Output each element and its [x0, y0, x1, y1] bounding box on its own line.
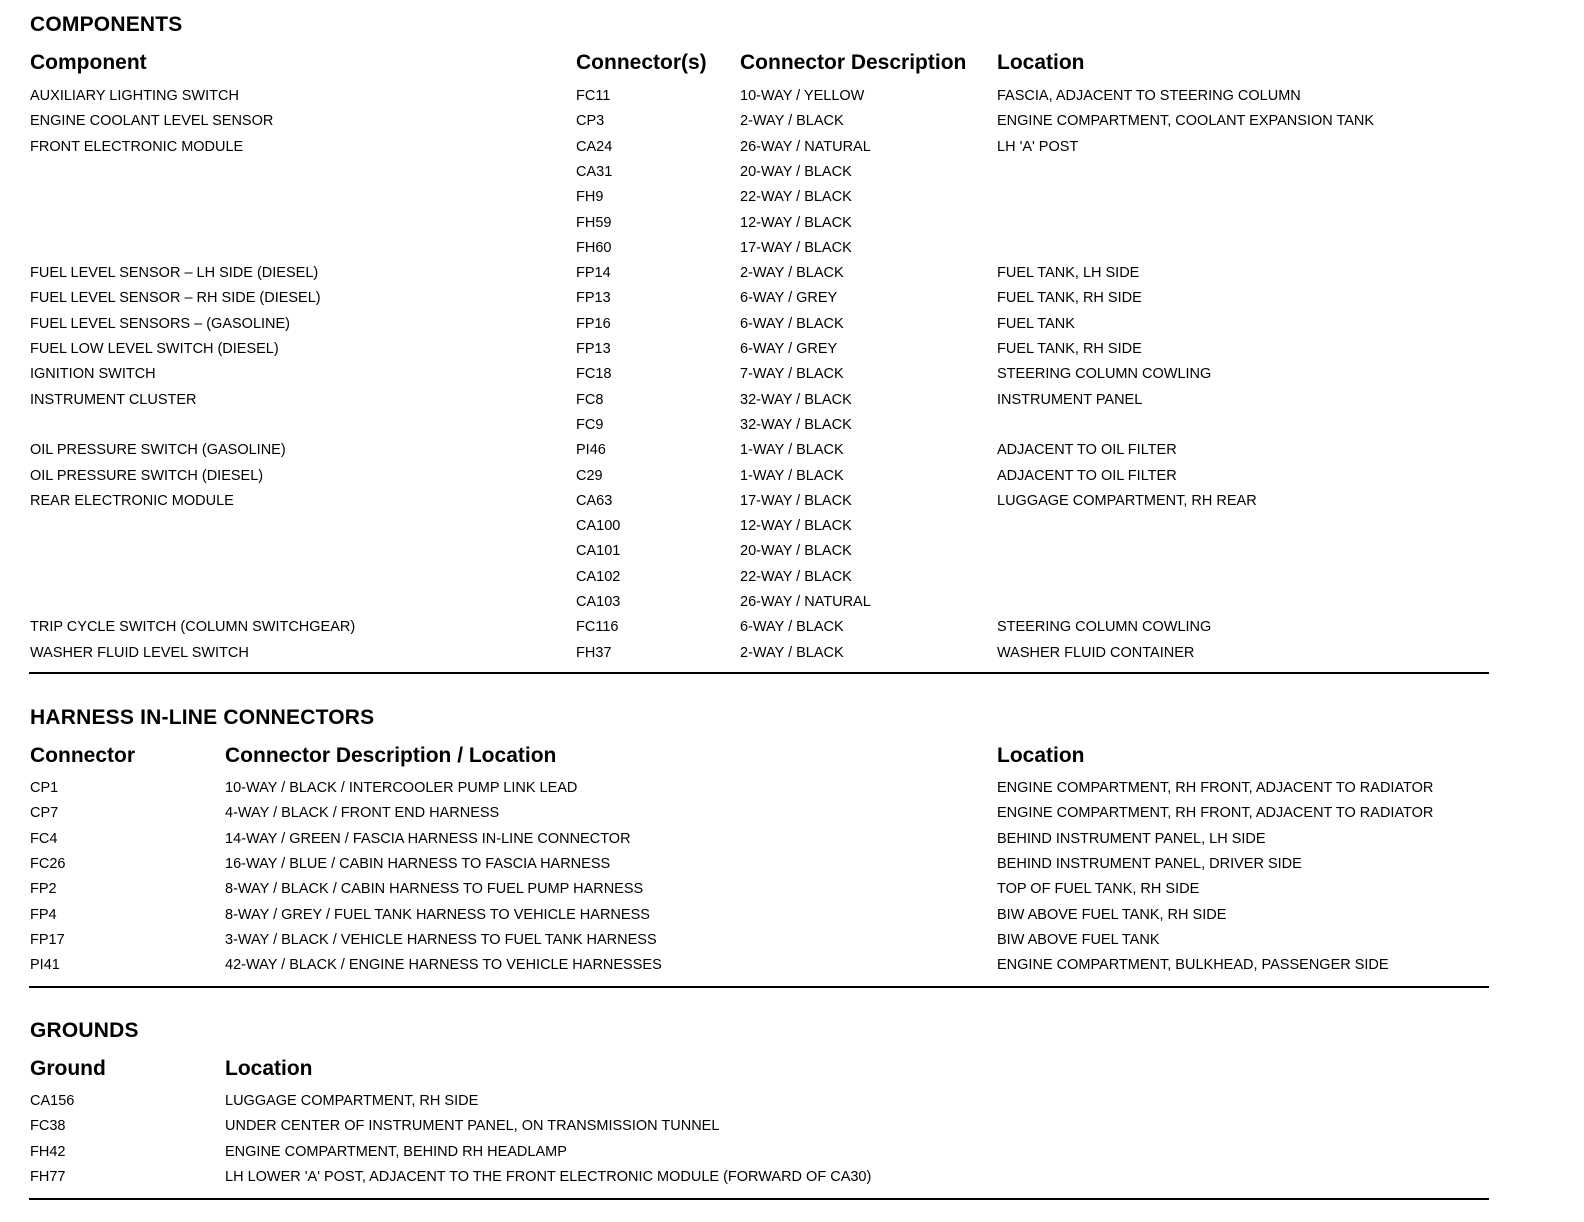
cell-description: 10-WAY / YELLOW — [740, 88, 865, 104]
cell-connector: CA101 — [576, 543, 621, 560]
cell-description: 2-WAY / BLACK — [740, 113, 844, 130]
table-row — [0, 113, 1584, 138]
cell-description: 1-WAY / BLACK — [740, 467, 844, 484]
table-row — [0, 493, 1584, 518]
header-ground: Ground — [30, 1057, 106, 1080]
table-row — [0, 645, 1584, 670]
cell-connector: FC116 — [576, 619, 619, 636]
cell-connector: FP13 — [576, 341, 611, 357]
table-row — [0, 932, 1584, 957]
cell-description: 8-WAY / BLACK / CABIN HARNESS TO FUEL PUMP HARNESS — [225, 881, 644, 898]
header-harness-location: Location — [997, 744, 1085, 767]
table-row — [0, 417, 1584, 442]
table-row — [0, 366, 1584, 391]
cell-location: BIW ABOVE FUEL TANK — [997, 931, 1160, 948]
components-title: COMPONENTS — [30, 13, 183, 36]
cell-connector: FP13 — [576, 290, 611, 307]
cell-connector: FP17 — [30, 931, 65, 948]
cell-location: LUGGAGE COMPARTMENT, RH SIDE — [225, 1093, 479, 1109]
cell-ground: FC38 — [30, 1118, 66, 1135]
cell-connector: FC11 — [576, 88, 611, 104]
table-row — [0, 780, 1584, 805]
table-row — [0, 594, 1584, 619]
cell-connector: FH59 — [576, 214, 612, 231]
cell-location: ENGINE COMPARTMENT, RH FRONT, ADJACENT TO RADIATOR — [997, 805, 1434, 822]
table-row — [0, 139, 1584, 164]
cell-description: 6-WAY / GREY — [740, 290, 838, 307]
cell-component: INSTRUMENT CLUSTER — [30, 391, 197, 408]
cell-description: 26-WAY / NATURAL — [740, 138, 871, 155]
cell-description: 22-WAY / BLACK — [740, 568, 852, 585]
table-row — [0, 316, 1584, 341]
cell-description: 1-WAY / BLACK — [740, 442, 844, 459]
cell-location: FUEL TANK, RH SIDE — [997, 341, 1142, 357]
cell-description: 12-WAY / BLACK — [740, 214, 852, 231]
cell-location: ADJACENT TO OIL FILTER — [997, 467, 1177, 484]
table-row — [0, 265, 1584, 290]
cell-connector: PI46 — [576, 442, 606, 459]
cell-connector: CP7 — [30, 805, 59, 822]
cell-connector: FH9 — [576, 189, 604, 206]
cell-connector: FC8 — [576, 391, 604, 408]
cell-component: FUEL LEVEL SENSORS – (GASOLINE) — [30, 315, 291, 332]
cell-connector: FP2 — [30, 881, 57, 898]
cell-connector: FC9 — [576, 416, 604, 433]
cell-description: 17-WAY / BLACK — [740, 239, 852, 256]
cell-description: 6-WAY / BLACK — [740, 315, 844, 332]
cell-connector: FP14 — [576, 265, 611, 282]
cell-location: ADJACENT TO OIL FILTER — [997, 442, 1177, 459]
table-row — [0, 1118, 1584, 1143]
cell-ground: FH42 — [30, 1143, 66, 1160]
cell-location: ENGINE COMPARTMENT, BEHIND RH HEADLAMP — [225, 1143, 567, 1160]
cell-location: UNDER CENTER OF INSTRUMENT PANEL, ON TRANSMISSION TUNNEL — [225, 1118, 720, 1135]
header-component: Component — [30, 51, 147, 74]
cell-component: OIL PRESSURE SWITCH (GASOLINE) — [30, 442, 286, 459]
cell-description: 12-WAY / BLACK — [740, 518, 852, 535]
table-row — [0, 341, 1584, 366]
table-row — [0, 619, 1584, 644]
cell-location: ENGINE COMPARTMENT, RH FRONT, ADJACENT TO RADIATOR — [997, 780, 1434, 796]
table-row — [0, 569, 1584, 594]
table-row — [0, 518, 1584, 543]
header-description-location: Connector Description / Location — [225, 744, 557, 767]
cell-location: WASHER FLUID CONTAINER — [997, 644, 1195, 661]
cell-description: 2-WAY / BLACK — [740, 644, 844, 661]
cell-connector: CA63 — [576, 492, 613, 509]
cell-connector: FP4 — [30, 906, 57, 923]
table-row — [0, 215, 1584, 240]
table-row — [0, 957, 1584, 982]
table-row — [0, 1144, 1584, 1169]
cell-location: BEHIND INSTRUMENT PANEL, LH SIDE — [997, 830, 1266, 847]
cell-connector: C29 — [576, 467, 603, 484]
cell-connector: FC26 — [30, 855, 66, 872]
table-row — [0, 805, 1584, 830]
cell-description: 4-WAY / BLACK / FRONT END HARNESS — [225, 805, 500, 822]
cell-component: AUXILIARY LIGHTING SWITCH — [30, 88, 239, 104]
cell-ground: CA156 — [30, 1093, 75, 1109]
cell-connector: CP3 — [576, 113, 605, 130]
table-row — [0, 88, 1584, 113]
header-connector: Connector — [30, 744, 135, 767]
cell-description: 32-WAY / BLACK — [740, 416, 852, 433]
table-row — [0, 442, 1584, 467]
table-row — [0, 240, 1584, 265]
cell-component: TRIP CYCLE SWITCH (COLUMN SWITCHGEAR) — [30, 619, 356, 636]
cell-location: LUGGAGE COMPARTMENT, RH REAR — [997, 492, 1257, 509]
cell-component: WASHER FLUID LEVEL SWITCH — [30, 644, 249, 661]
section-divider — [29, 672, 1489, 674]
cell-location: BIW ABOVE FUEL TANK, RH SIDE — [997, 906, 1227, 923]
cell-connector: CP1 — [30, 780, 59, 796]
header-location: Location — [997, 51, 1085, 74]
section-divider — [29, 986, 1489, 988]
cell-location: FASCIA, ADJACENT TO STEERING COLUMN — [997, 88, 1301, 104]
cell-description: 22-WAY / BLACK — [740, 189, 852, 206]
cell-connector: CA31 — [576, 163, 613, 180]
cell-location: ENGINE COMPARTMENT, COOLANT EXPANSION TANK — [997, 113, 1375, 130]
cell-connector: CA24 — [576, 138, 613, 155]
table-row — [0, 856, 1584, 881]
cell-location: LH 'A' POST — [997, 138, 1079, 155]
cell-connector: CA102 — [576, 568, 621, 585]
table-row — [0, 543, 1584, 568]
cell-location: STEERING COLUMN COWLING — [997, 366, 1212, 383]
harness-title: HARNESS IN-LINE CONNECTORS — [30, 706, 375, 729]
cell-location: INSTRUMENT PANEL — [997, 391, 1143, 408]
cell-description: 20-WAY / BLACK — [740, 543, 852, 560]
cell-location: FUEL TANK, LH SIDE — [997, 265, 1140, 282]
cell-description: 6-WAY / GREY — [740, 341, 838, 357]
cell-location: ENGINE COMPARTMENT, BULKHEAD, PASSENGER SIDE — [997, 957, 1389, 974]
cell-connector: FC18 — [576, 366, 612, 383]
cell-connector: FC4 — [30, 830, 58, 847]
cell-description: 42-WAY / BLACK / ENGINE HARNESS TO VEHICLE HARNESSES — [225, 957, 662, 974]
cell-location: FUEL TANK, RH SIDE — [997, 290, 1142, 307]
cell-component: FUEL LOW LEVEL SWITCH (DIESEL) — [30, 341, 279, 357]
grounds-title: GROUNDS — [30, 1019, 139, 1042]
cell-component: REAR ELECTRONIC MODULE — [30, 492, 234, 509]
cell-location: BEHIND INSTRUMENT PANEL, DRIVER SIDE — [997, 855, 1302, 872]
cell-component: FRONT ELECTRONIC MODULE — [30, 138, 244, 155]
cell-connector: FP16 — [576, 315, 611, 332]
table-row — [0, 1169, 1584, 1194]
cell-component: FUEL LEVEL SENSOR – LH SIDE (DIESEL) — [30, 265, 319, 282]
table-row — [0, 164, 1584, 189]
table-row — [0, 881, 1584, 906]
table-row — [0, 189, 1584, 214]
cell-description: 7-WAY / BLACK — [740, 366, 844, 383]
cell-component: FUEL LEVEL SENSOR – RH SIDE (DIESEL) — [30, 290, 321, 307]
cell-component: OIL PRESSURE SWITCH (DIESEL) — [30, 467, 264, 484]
table-row — [0, 1093, 1584, 1118]
cell-ground: FH77 — [30, 1168, 66, 1185]
cell-connector: FH37 — [576, 644, 612, 661]
table-row — [0, 907, 1584, 932]
cell-description: 6-WAY / BLACK — [740, 619, 844, 636]
table-row — [0, 290, 1584, 315]
cell-description: 14-WAY / GREEN / FASCIA HARNESS IN-LINE CONNECTOR — [225, 830, 631, 847]
cell-description: 10-WAY / BLACK / INTERCOOLER PUMP LINK LEAD — [225, 780, 578, 796]
cell-description: 26-WAY / NATURAL — [740, 594, 871, 610]
cell-location: STEERING COLUMN COWLING — [997, 619, 1212, 636]
cell-description: 2-WAY / BLACK — [740, 265, 844, 282]
cell-location: TOP OF FUEL TANK, RH SIDE — [997, 881, 1200, 898]
table-row — [0, 468, 1584, 493]
cell-connector: FH60 — [576, 239, 612, 256]
cell-component: ENGINE COOLANT LEVEL SENSOR — [30, 113, 274, 130]
cell-location: LH LOWER 'A' POST, ADJACENT TO THE FRONT ELECTRONIC MODULE (FORWARD OF CA30) — [225, 1168, 872, 1185]
cell-description: 16-WAY / BLUE / CABIN HARNESS TO FASCIA HARNESS — [225, 855, 611, 872]
table-row — [0, 831, 1584, 856]
cell-connector: CA100 — [576, 518, 621, 535]
section-divider — [29, 1198, 1489, 1200]
cell-component: IGNITION SWITCH — [30, 366, 156, 383]
cell-description: 3-WAY / BLACK / VEHICLE HARNESS TO FUEL TANK HARNESS — [225, 931, 657, 948]
cell-description: 8-WAY / GREY / FUEL TANK HARNESS TO VEHICLE HARNESS — [225, 906, 650, 923]
cell-connector: PI41 — [30, 957, 60, 974]
cell-description: 20-WAY / BLACK — [740, 163, 852, 180]
cell-location: FUEL TANK — [997, 315, 1075, 332]
header-connector-description: Connector Description — [740, 51, 967, 74]
cell-description: 17-WAY / BLACK — [740, 492, 852, 509]
header-connectors: Connector(s) — [576, 51, 707, 74]
cell-description: 32-WAY / BLACK — [740, 391, 852, 408]
table-row — [0, 392, 1584, 417]
cell-connector: CA103 — [576, 594, 621, 610]
header-ground-location: Location — [225, 1057, 313, 1080]
